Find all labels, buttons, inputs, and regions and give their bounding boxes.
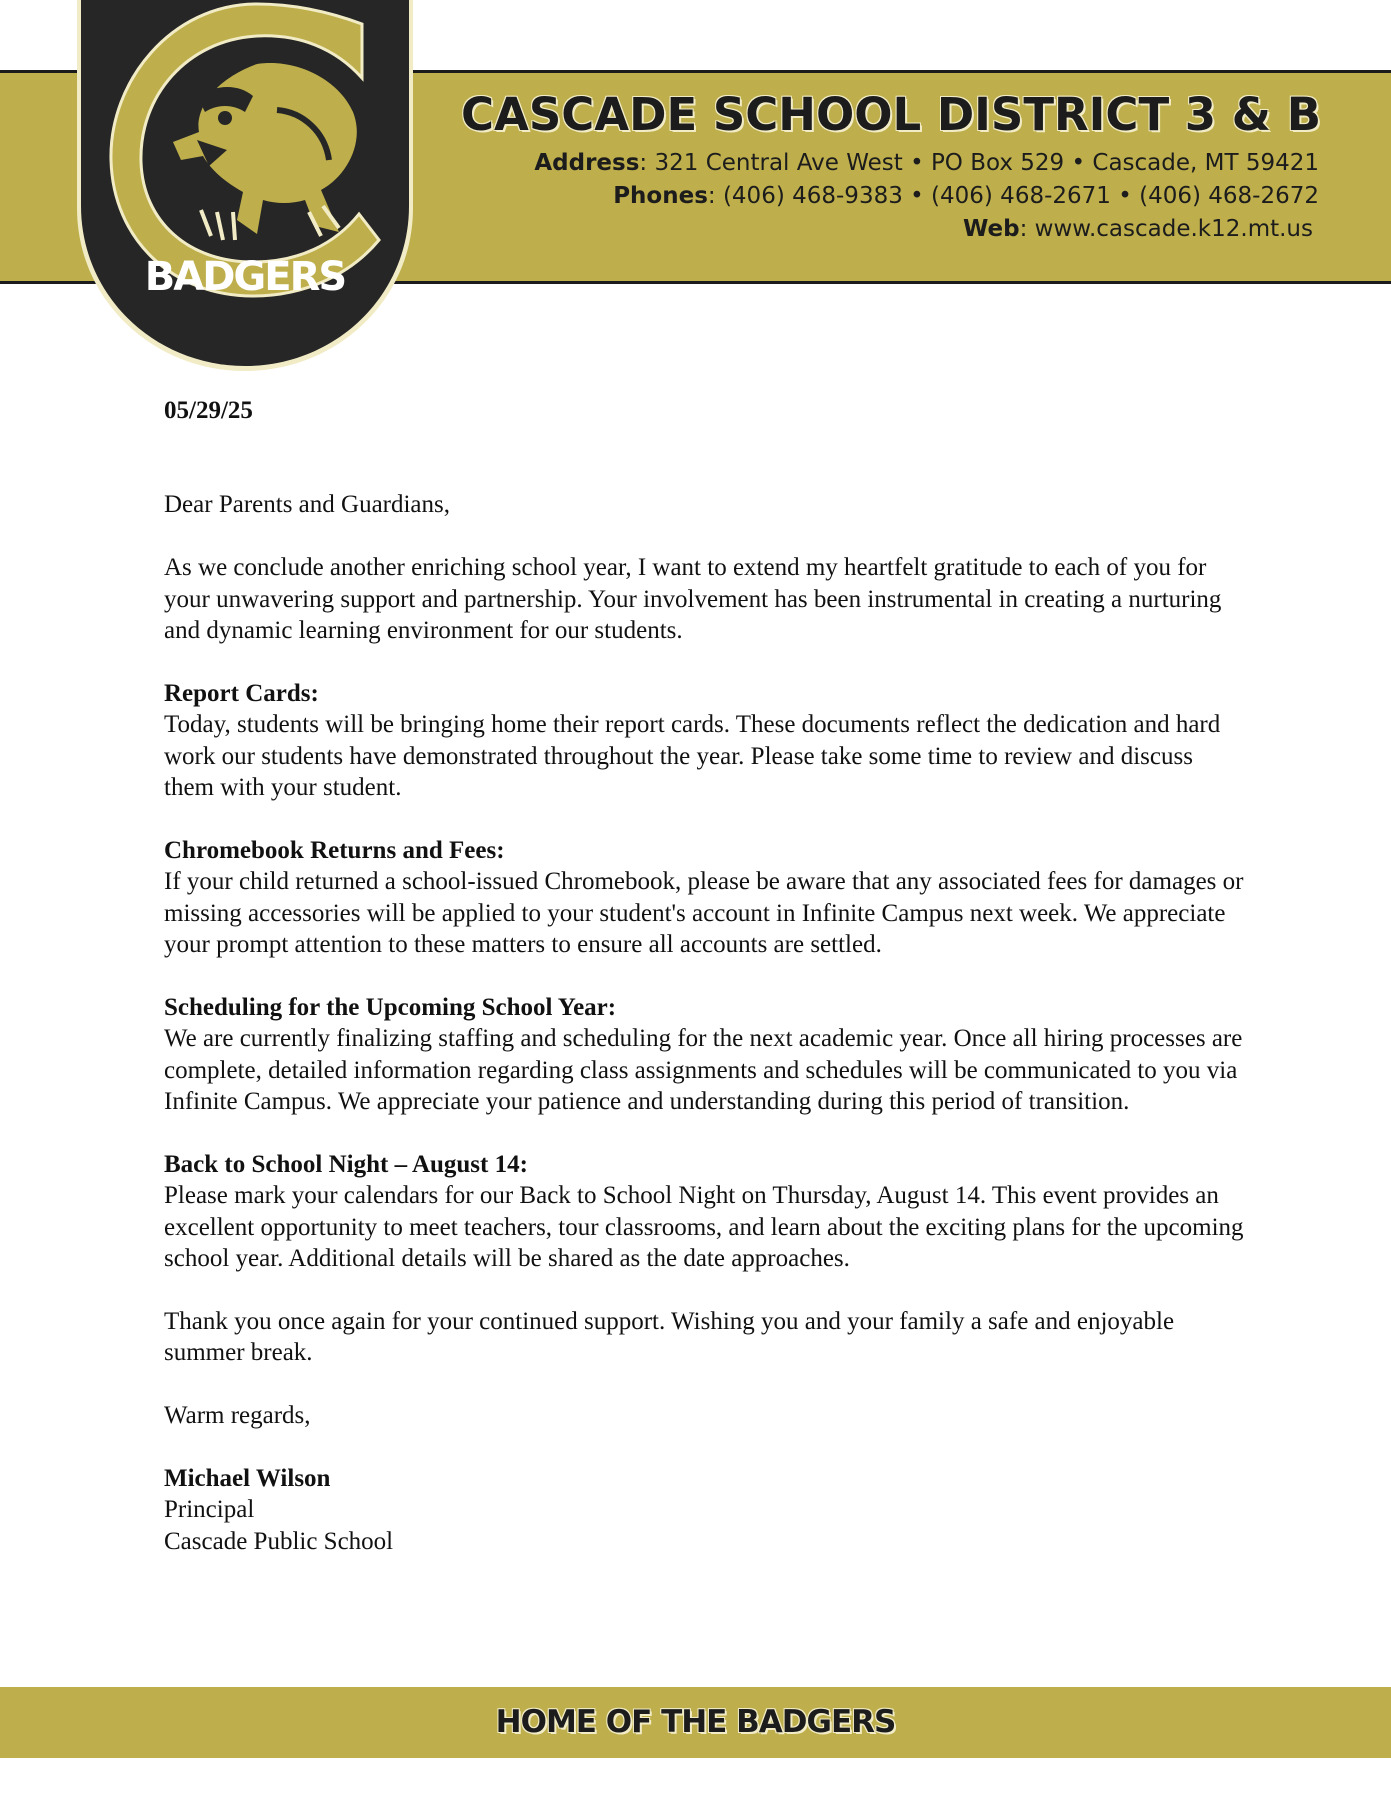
web-line — [963, 216, 1313, 242]
section-body-chromebook: If your child returned a school-issued Chromebook, please be aware that any associated fees for damages or missing accessories will be applied to your student's account in Infinite Campus next week. We appreciate your prompt attention to these matters to ensure all accounts are settled. — [164, 868, 1244, 959]
address-label: Address — [534, 150, 640, 176]
signer-title: Principal — [164, 1496, 255, 1524]
signer-name: Michael Wilson — [164, 1464, 331, 1492]
address-value: : 321 Central Ave West • PO Box 529 • Cascade, MT 59421 — [639, 150, 1319, 176]
address-line — [534, 150, 1319, 176]
logo-badge-text: BADGERS — [144, 254, 346, 300]
salutation: Dear Parents and Guardians, — [164, 491, 451, 519]
footer-tagline: HOME OF THE BADGERS — [495, 1704, 896, 1740]
letter-body — [164, 395, 1244, 1557]
school-logo — [77, 0, 413, 371]
closing-paragraph: Thank you once again for your continued support. Wishing you and your family a safe and enjoyable summer break. — [164, 1307, 1175, 1367]
section-title-chromebook: Chromebook Returns and Fees: — [164, 836, 505, 864]
signer-org: Cascade Public School — [164, 1527, 394, 1555]
section-title-report-cards: Report Cards: — [164, 679, 319, 707]
intro-paragraph: As we conclude another enriching school year, I want to extend my heartfelt gratitude to each of you for your unwavering support and partnership. Your involvement has been instrumental in creating a nurturing and dynamic learning environment for our students. — [164, 554, 1222, 645]
section-body-back-to-school: Please mark your calendars for our Back to School Night on Thursday, August 14. This event provides an excellent opportunity to meet teachers, tour classrooms, and learn about the exciting plans for the upcoming school year. Additional details will be shared as the date approaches. — [164, 1182, 1244, 1273]
phones-line — [613, 183, 1319, 209]
phones-label: Phones — [613, 183, 708, 209]
letter-date: 05/29/25 — [164, 397, 253, 424]
district-title: CASCADE SCHOOL DISTRICT 3 & B — [461, 88, 1321, 141]
section-body-report-cards: Today, students will be bringing home their report cards. These documents reflect the dedication and hard work our students have demonstrated throughout the year. Please take some time to review and discuss them with your student. — [164, 711, 1221, 802]
section-title-back-to-school: Back to School Night – August 14: — [164, 1150, 528, 1178]
closing: Warm regards, — [164, 1402, 311, 1430]
phones-value: : (406) 468-9383 • (406) 468-2671 • (406) 468-2672 — [707, 183, 1319, 209]
section-title-scheduling: Scheduling for the Upcoming School Year: — [164, 993, 617, 1021]
web-label: Web — [962, 216, 1020, 242]
web-value[interactable]: : www.cascade.k12.mt.us — [1019, 216, 1313, 242]
section-body-scheduling: We are currently finalizing staffing and scheduling for the next academic year. Once all hiring processes are complete, detailed information regarding class assignments and schedules will be communicated to you via Infinite Campus. We appreciate your patience and understanding during this period of transition. — [164, 1025, 1243, 1116]
